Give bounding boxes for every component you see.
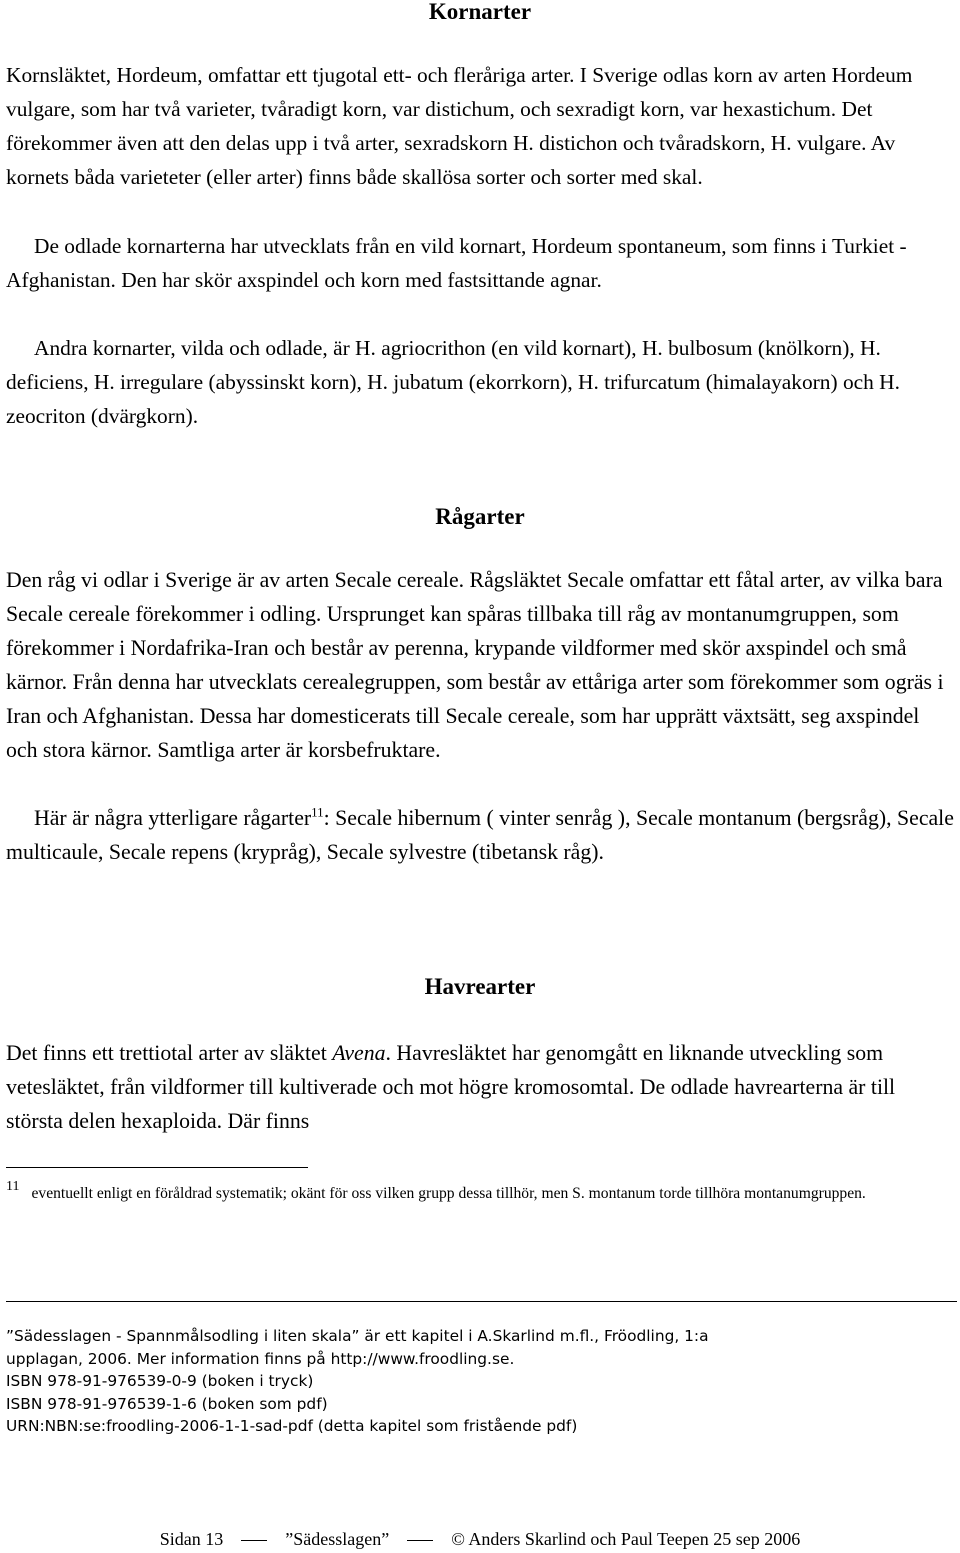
footer-copyright: © Anders Skarlind och Paul Teepen 25 sep 2006 bbox=[451, 1529, 801, 1549]
ragarter-paragraph-1 bbox=[6, 563, 954, 767]
heading-ragarter: Rågarter bbox=[435, 504, 525, 529]
havrearter-paragraph-1 bbox=[6, 1036, 954, 1138]
ragarter-sentence-1: Den råg vi odlar i Sverige är av arten Secale cereale. Rågsläktet Secale omfattar ett fåtal arter, av vilka bara Secale cereale förekommer i odling. Ursprunget kan spåras tillbaka till råg av montanumgruppen, som förekommer i Nordafrika-Iran och består av perenna, krypande vildformer med skör axspindel och små kärnor. Från denna har utvecklats cerealegruppen, som består av ettåriga arter som förekommer som ogräs i Iran och Afghanistan. Dessa har domesticerats till Secale cereale, som har upprätt växtsätt, seg axspindel och stora kärnor. Samtliga arter är korsbefruktare. bbox=[6, 568, 944, 762]
havrearter-sentence-end: . Havresläktet har genomgått en liknande utveckling som vetesläktet, från vildformer till kultiverade och mot högre kromosomtal. De odlade havrearterna är till största delen hexaploida. Där finns bbox=[6, 1041, 896, 1133]
page-footer bbox=[0, 1527, 960, 1551]
kornarter-paragraph-1 bbox=[6, 58, 954, 194]
genus-name-avena: Avena bbox=[332, 1041, 386, 1065]
kornarter-sentence-2: De odlade kornarterna har utvecklats från en vild kornart, Hordeum spontaneum, som finns i Turkiet - Afghanistan. Den har skör axspindel och korn med fastsittande agnar. bbox=[6, 234, 907, 292]
isbn-print: ISBN 978-91-976539-0-9 (boken i tryck) bbox=[6, 1372, 314, 1390]
footnote-reference: 11 bbox=[311, 804, 324, 820]
footer-dash-1 bbox=[241, 1540, 267, 1541]
isbn-pdf: ISBN 978-91-976539-1-6 (boken som pdf) bbox=[6, 1394, 328, 1413]
footnote-text: eventuellt enligt en föråldrad systematik; okänt för oss vilken grupp dessa tillhör, men S. montanum torde tillhöra montanumgruppen. bbox=[31, 1185, 866, 1202]
publication-info-line-1: ”Sädesslagen - Spannmålsodling i liten skala” är ett kapitel i A.Skarlind m.fl., Fröodling, 1:a bbox=[6, 1327, 709, 1345]
kornarter-sentence-3: Andra kornarter, vilda och odlade, är H. agriocrithon (en vild kornart), H. bulbosum (knölkorn), H. deficiens, H. irregulare (abyssinskt korn), H. jubatum (ekorrkorn), H. trifurcatum (himalayakorn) och H. zeocriton (dvärgkorn). bbox=[6, 336, 900, 428]
page-number: Sidan 13 bbox=[159, 1529, 224, 1549]
footer-title: ”Sädesslagen” bbox=[285, 1529, 390, 1549]
urn-identifier: URN:NBN:se:froodling-2006-1-1-sad-pdf (detta kapitel som fristående pdf) bbox=[6, 1417, 578, 1435]
info-separator bbox=[6, 1301, 957, 1302]
footnote-number: 11 bbox=[6, 1179, 20, 1194]
footnote-separator bbox=[6, 1167, 308, 1168]
publication-info-line-2: upplagan, 2006. Mer information finns på http://www.froodling.se. bbox=[6, 1349, 515, 1368]
ragarter-sentence-2-start: Här är några ytterligare rågarter bbox=[34, 806, 312, 830]
havrearter-sentence-start: Det finns ett trettiotal arter av släktet bbox=[6, 1041, 333, 1065]
kornarter-sentence-1: Kornsläktet, Hordeum, omfattar ett tjugotal ett- och fleråriga arter. I Sverige odlas korn av arten Hordeum vulgare, som har två varieter, tvåradigt korn, var distichum, och sexradigt korn, var hexastichum. Det förekommer även att den delas upp i två arter, sexradskorn H. distichon och tvåradskorn, H. vulgare. Av kornets båda varieteter (eller arter) finns både skallösa sorter och sorter med skal. bbox=[6, 63, 913, 189]
kornarter-paragraph-3 bbox=[6, 331, 954, 433]
kornarter-paragraph-2 bbox=[6, 229, 954, 297]
heading-havrearter: Havrearter bbox=[424, 974, 536, 999]
footnote bbox=[6, 1180, 954, 1208]
publication-info bbox=[6, 1325, 956, 1438]
ragarter-paragraph-2 bbox=[6, 801, 954, 869]
heading-kornarter: Kornarter bbox=[428, 0, 532, 24]
ragarter-sentence-2-end: : Secale hibernum ( vinter senråg ), Secale montanum (bergsråg), Secale multicaule, Secale repens (krypråg), Secale sylvestre (tibetansk råg). bbox=[6, 806, 954, 864]
footer-dash-2 bbox=[407, 1540, 433, 1541]
